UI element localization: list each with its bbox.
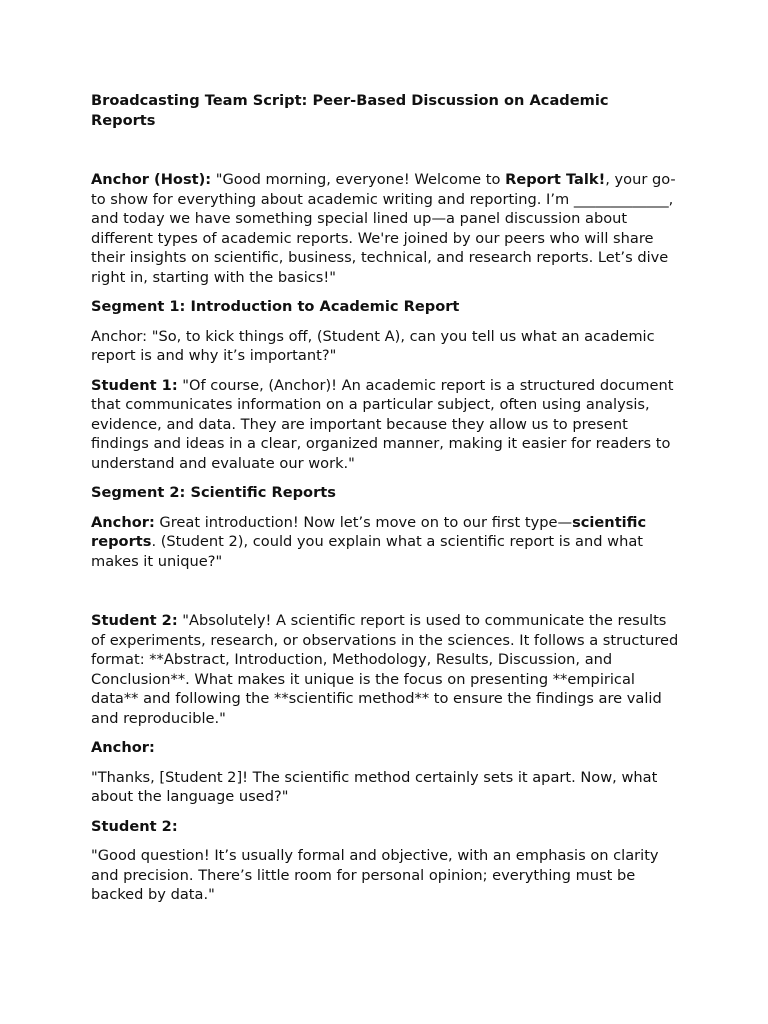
segment2-anchor-text-before: Great introduction! Now let’s move on to our first type— xyxy=(154,513,573,531)
intro-text-after: , your go-to show for everything about academic writing and reporting. I’m _____________, and today we have something special lined up—a panel discussion about different types of academic reports. We're joined by our peers who will share their insights on scientific, business, technical, and research reports. Let’s dive right in, starting with the basics!" xyxy=(91,171,676,286)
segment2-student-paragraph xyxy=(91,611,680,728)
segment2-anchor-speaker: Anchor: xyxy=(91,513,155,531)
segment2-heading: Segment 2: Scientific Reports xyxy=(91,484,336,501)
segment1-student-speaker: Student 1: xyxy=(91,376,178,394)
document-title: Broadcasting Team Script: Peer-Based Discussion on Academic Reports xyxy=(91,92,609,129)
segment1-anchor-line: Anchor: "So, to kick things off, (Student A), can you tell us what an academic report is and why it’s important?" xyxy=(91,327,655,364)
segment2-anchor-text-after: . (Student 2), could you explain what a scientific report is and what makes it unique?" xyxy=(91,533,643,570)
intro-speaker: Anchor (Host): xyxy=(91,171,212,188)
segment1-heading: Segment 1: Introduction to Academic Report xyxy=(91,298,460,315)
segment2-anchor2-speaker: Anchor: xyxy=(91,739,155,756)
segment2-anchor2-text: "Thanks, [Student 2]! The scientific method certainly sets it apart. Now, what about the language used?" xyxy=(91,768,658,805)
segment2-anchor-bold: scientific reports xyxy=(91,513,647,550)
intro-paragraph xyxy=(91,170,680,287)
segment2-student-text: "Absolutely! A scientific report is used to communicate the results of experiments, research, or observations in the sciences. It follows a structured format: **Abstract, Introduction, Methodology, Results, Discussion, and Conclusion**. What makes it unique is the focus on presenting **empirical data** and following the **scientific method** to ensure the findings are valid and reproducible." xyxy=(91,612,679,727)
segment2-student2-speaker: Student 2: xyxy=(91,817,178,835)
segment2-anchor-paragraph xyxy=(91,513,680,572)
show-name: Report Talk! xyxy=(505,171,606,188)
intro-text-before: "Good morning, everyone! Welcome to xyxy=(211,171,506,188)
segment2-student2-text: "Good question! It’s usually formal and objective, with an emphasis on clarity and precision. There’s little room for personal opinion; everything must be backed by data." xyxy=(91,847,659,903)
segment2-student-speaker: Student 2: xyxy=(91,612,178,629)
segment1-student-text: "Of course, (Anchor)! An academic report is a structured document that communicates information on a particular subject, often using analysis, evidence, and data. They are important because they allow us to present findings and ideas in a clear, organized manner, making it easier for readers to understand and evaluate our work." xyxy=(91,376,674,472)
segment1-student-paragraph xyxy=(91,376,680,474)
